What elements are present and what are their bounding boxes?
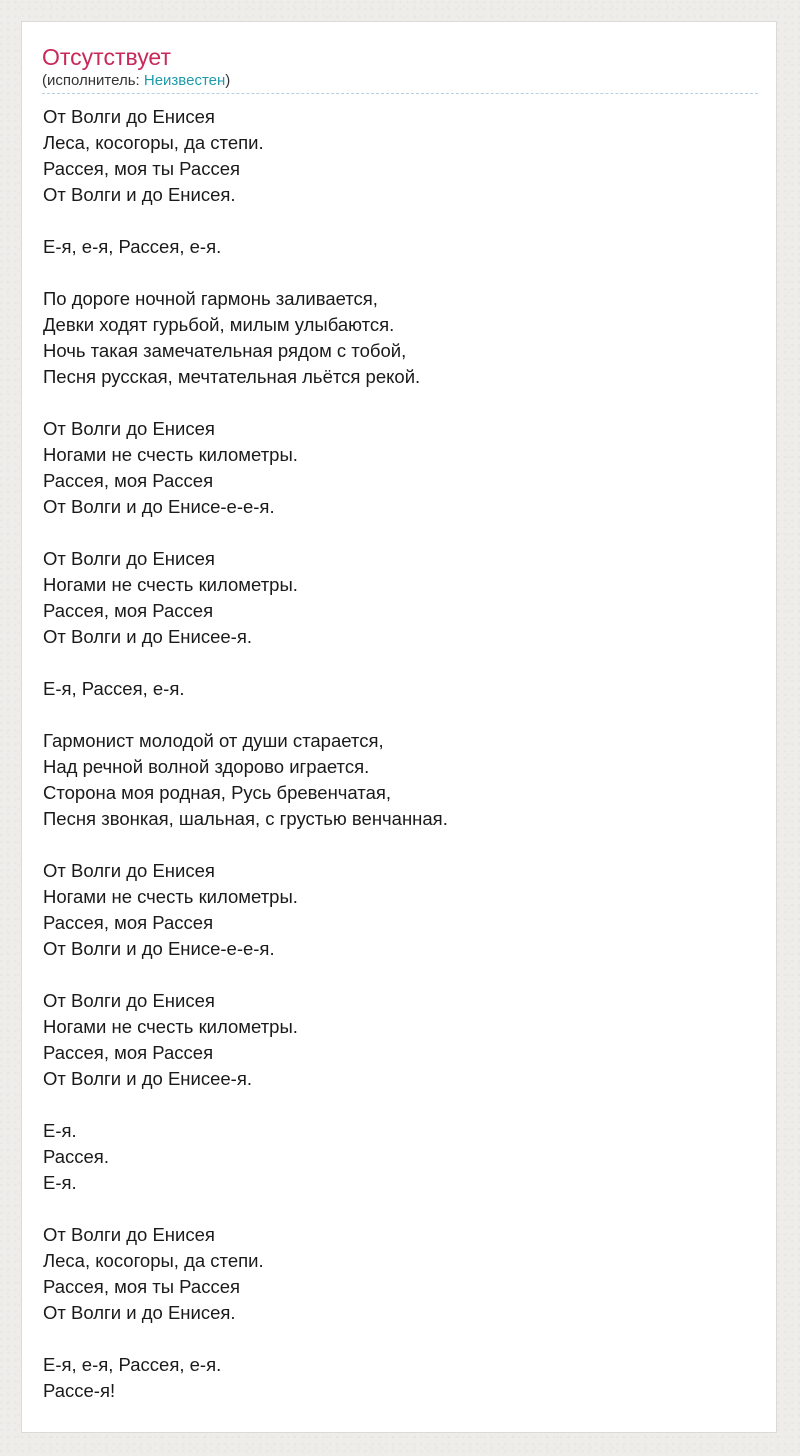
lyric-line: Ногами не счесть километры.: [43, 1016, 298, 1037]
lyric-line: Леса, косогоры, да степи.: [43, 1250, 264, 1271]
lyric-line: От Волги и до Енисе-е-е-я.: [43, 496, 275, 517]
lyric-line: Рассея, моя Рассея: [43, 912, 214, 933]
lyric-line: Сторона моя родная, Русь бревенчатая,: [43, 782, 392, 803]
lyric-line: Леса, косогоры, да степи.: [43, 132, 264, 153]
lyric-line: Рассея, моя Рассея: [43, 470, 214, 491]
lyric-line: Е-я, Рассея, е-я.: [43, 678, 185, 699]
lyrics-text: [43, 104, 759, 1404]
lyric-line: От Волги и до Енисея.: [43, 184, 236, 205]
lyric-line: [43, 650, 759, 676]
lyric-line: Ногами не счесть километры.: [43, 444, 298, 465]
lyric-line: От Волги до Енисея: [43, 1224, 215, 1245]
lyric-line: [43, 208, 759, 234]
lyrics-card: [21, 21, 777, 1433]
lyric-line: Рассея, моя Рассея: [43, 1042, 214, 1063]
lyric-line: [43, 1196, 759, 1222]
lyric-line: Над речной волной здорово играется.: [43, 756, 370, 777]
artist-line: [42, 71, 758, 91]
lyric-line: Рассея, моя Рассея: [43, 600, 214, 621]
lyric-line: [43, 260, 759, 286]
song-header: [42, 44, 758, 94]
lyric-line: Ночь такая замечательная рядом с тобой,: [43, 340, 407, 361]
lyric-line: От Волги до Енисея: [43, 418, 215, 439]
lyric-line: Е-я.: [43, 1120, 77, 1141]
lyric-line: [43, 962, 759, 988]
lyric-line: Рассея.: [43, 1146, 109, 1167]
lyric-line: Е-я, е-я, Рассея, е-я.: [43, 236, 222, 257]
lyric-line: От Волги до Енисея: [43, 548, 215, 569]
lyric-line: Ногами не счесть километры.: [43, 886, 298, 907]
lyric-line: Песня звонкая, шальная, с грустью венчанная.: [43, 808, 448, 829]
lyric-line: Ногами не счесть километры.: [43, 574, 298, 595]
lyric-line: Рассея, моя ты Рассея: [43, 158, 240, 179]
lyric-line: Рассея, моя ты Рассея: [43, 1276, 240, 1297]
lyric-line: От Волги и до Енисея.: [43, 1302, 236, 1323]
artist-suffix: ): [225, 72, 231, 89]
artist-prefix: (исполнитель:: [42, 72, 144, 89]
lyric-line: Е-я, е-я, Рассея, е-я.: [43, 1354, 222, 1375]
lyric-line: [43, 702, 759, 728]
lyric-line: От Волги до Енисея: [43, 990, 215, 1011]
lyric-line: По дороге ночной гармонь заливается,: [43, 288, 378, 309]
lyric-line: Е-я.: [43, 1172, 77, 1193]
lyric-line: От Волги и до Енисее-я.: [43, 1068, 252, 1089]
lyric-line: От Волги до Енисея: [43, 860, 215, 881]
lyric-line: [43, 1092, 759, 1118]
song-title: Отсутствует: [42, 44, 171, 70]
lyric-line: Песня русская, мечтательная льётся рекой.: [43, 366, 421, 387]
lyric-line: [43, 1326, 759, 1352]
lyric-line: От Волги и до Енисе-е-е-я.: [43, 938, 275, 959]
lyric-line: [43, 832, 759, 858]
lyric-line: Рассе-я!: [43, 1380, 116, 1401]
lyric-line: Девки ходят гурьбой, милым улыбаются.: [43, 314, 395, 335]
lyric-line: Гармонист молодой от души старается,: [43, 730, 384, 751]
lyric-line: [43, 390, 759, 416]
artist-link[interactable]: Неизвестен: [143, 72, 226, 89]
lyric-line: [43, 520, 759, 546]
lyric-line: От Волги и до Енисее-я.: [43, 626, 252, 647]
lyric-line: От Волги до Енисея: [43, 106, 215, 127]
